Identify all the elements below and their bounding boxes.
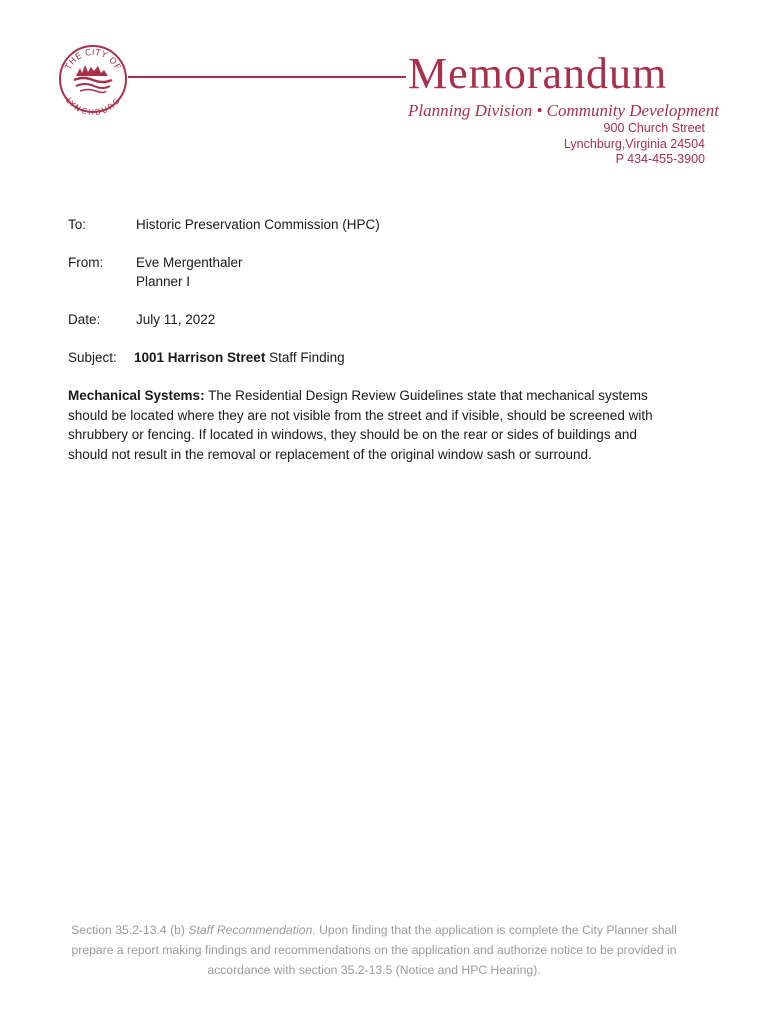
division-name: Planning Division • Community Development: [408, 101, 719, 120]
footer-note: [60, 920, 688, 980]
paragraph-heading: Mechanical Systems:: [68, 388, 205, 403]
footer-italic: Staff Recommendation.: [188, 923, 316, 937]
svg-text:LYNCHBURG: [64, 96, 122, 116]
paragraph-text: The Residential Design Review Guidelines state that mechanical systems should be located where they are not visible from the street and if visible, should be screened with shrubbery or fencing. If located in windows, they should be on the rear or sides of buildings and should not result in the removal or replacement of the original window sash or surround.: [68, 388, 653, 462]
subject-value: [134, 348, 345, 367]
mechanical-systems-paragraph: [68, 386, 668, 464]
city-seal-icon: [58, 40, 128, 116]
memo-title: Memorandum: [408, 49, 668, 98]
logo-text-top: THE CITY OF: [63, 47, 123, 72]
from-title: Planner I: [136, 274, 191, 289]
footer-text: Upon finding that the application is complete the City Planner shall prepare a report making findings and recommendations on the application and authorize notice to be provided in accordance with section 35.2-13.5 (Notice and HPC Hearing).: [71, 923, 677, 977]
address-phone: P 434-455-3900: [615, 152, 705, 166]
logo-text-bottom: LYNCHBURG: [63, 96, 122, 116]
svg-text:THE CITY OF: [63, 48, 122, 73]
subject-address: 1001 Harrison Street: [134, 350, 266, 365]
address-street: 900 Church Street: [603, 121, 705, 135]
city-of-lynchburg-logo: [58, 40, 128, 116]
subject-rest: Staff Finding: [265, 350, 345, 365]
to-value: Historic Preservation Commission (HPC): [136, 217, 380, 232]
header-divider: [128, 76, 406, 78]
from-name: Eve Mergenthaler: [136, 255, 243, 270]
address-city: Lynchburg,Virginia 24504: [563, 136, 705, 151]
from-label: From:: [68, 255, 104, 270]
date-value: July 11, 2022: [136, 312, 216, 327]
subject-label: Subject:: [68, 350, 117, 365]
date-label: Date:: [68, 312, 101, 327]
to-label: To:: [68, 217, 87, 232]
footer-prefix: Section 35.2-13.4 (b): [71, 923, 189, 937]
office-address: [564, 121, 705, 168]
